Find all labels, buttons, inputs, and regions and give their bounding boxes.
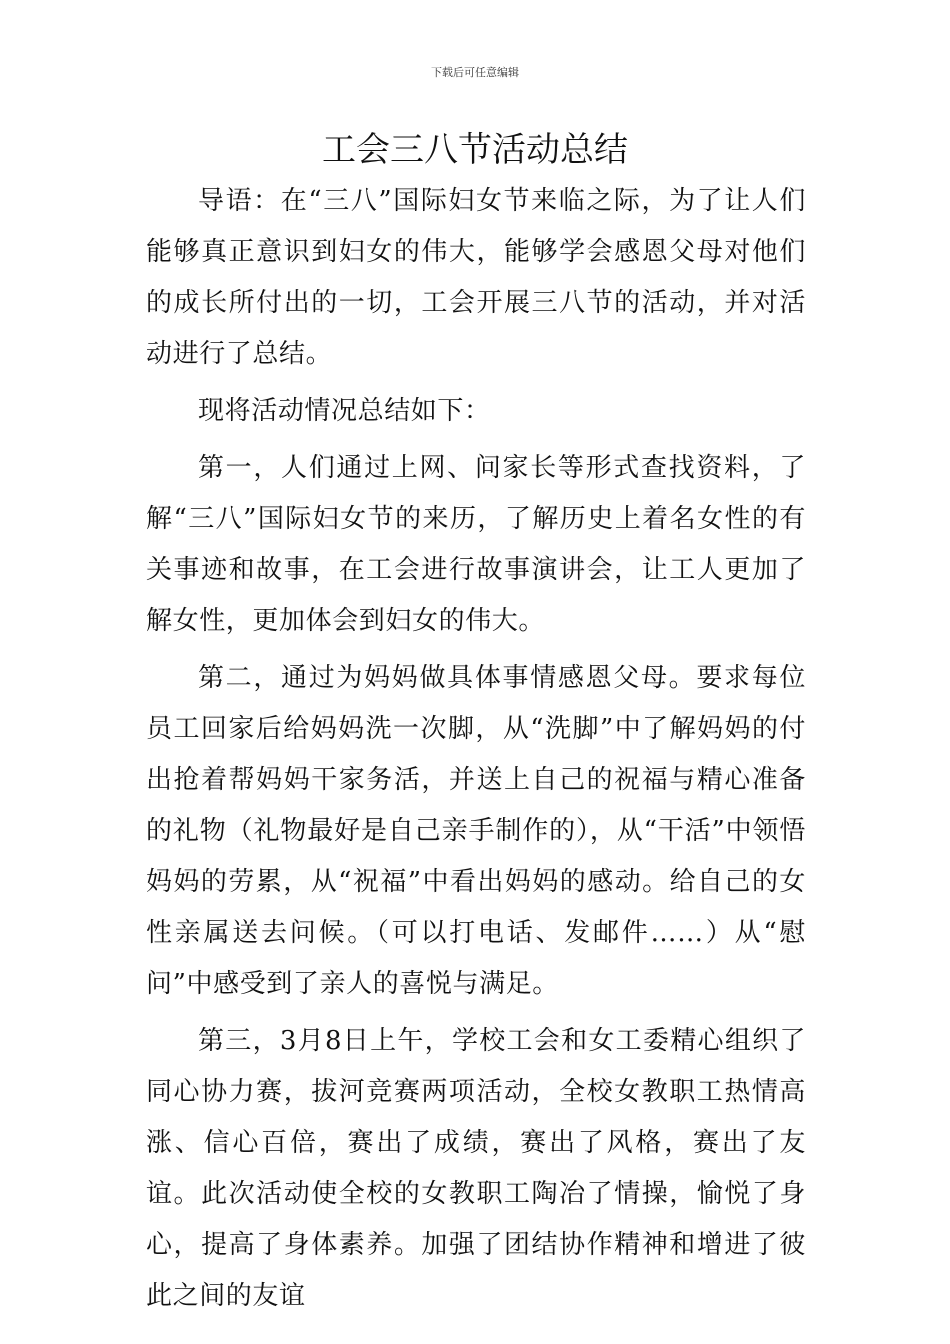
paragraph-summary-lead: 现将活动情况总结如下： [198,396,491,426]
document-body [146,176,806,1328]
document-title: 工会三八节活动总结 [322,130,628,170]
paragraph-second: 第二，通过为妈妈做具体事情感恩父母。要求每位员工回家后给妈妈洗一次脚，从“洗脚”中了解妈妈的付出抢着帮妈妈干家务活，并送上自己的祝福与精心准备的礼物（礼物最好是自己亲手制作的），从“干活”中领悟妈妈的劳累，从“祝福”中看出妈妈的感动。给自己的女性亲属送去问候。（可以打电话、发邮件……）从“慰问”中感受到了亲人的喜悦与满足。 [146,663,806,999]
paragraph-intro: 导语：在“三八”国际妇女节来临之际，为了让人们能够真正意识到妇女的伟大，能够学会感恩父母对他们的成长所付出的一切，工会开展三八节的活动，并对活动进行了总结。 [146,186,806,369]
paragraph-first: 第一，人们通过上网、问家长等形式查找资料，了解“三八”国际妇女节的来历，了解历史上着名女性的有关事迹和故事，在工会进行故事演讲会，让工人更加了解女性，更加体会到妇女的伟大。 [146,453,806,636]
paragraph-third: 第三，3月8日上午，学校工会和女工委精心组织了同心协力赛，拔河竞赛两项活动，全校女教职工热情高涨、信心百倍，赛出了成绩，赛出了风格，赛出了友谊。此次活动使全校的女教职工陶冶了情操，愉悦了身心，提高了身体素养。加强了团结协作精神和增进了彼此之间的友谊 [146,1026,806,1311]
header-note: 下载后可任意编辑 [431,66,519,79]
